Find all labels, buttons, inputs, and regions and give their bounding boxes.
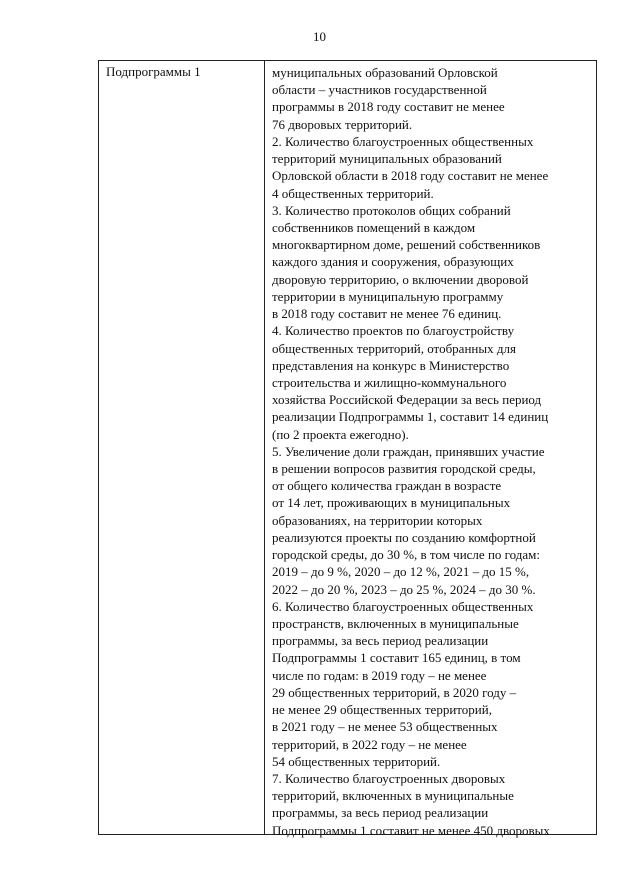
text-line: общественных территорий, отобранных для: [272, 340, 516, 356]
subprogram-table: [98, 60, 597, 838]
text-line: не менее 29 общественных территорий,: [272, 702, 492, 718]
text-line: образованиях, на территории которых: [272, 512, 483, 528]
text-line: 5. Увеличение доли граждан, принявших участие: [272, 443, 545, 459]
text-line: в 2021 году – не менее 53 общественных: [272, 719, 498, 735]
text-line: пространств, включенных в муниципальные: [272, 616, 519, 631]
text-line: 2. Количество благоустроенных общественных: [272, 133, 534, 149]
text-line: строительства и жилищно-коммунального: [272, 374, 507, 390]
text-line: территорий, в 2022 году – не менее: [272, 736, 467, 752]
text-line: собственников помещений в каждом: [272, 219, 476, 235]
text-line: городской среды, до 30 %, в том числе по годам:: [272, 547, 541, 563]
column-divider: [264, 61, 265, 834]
text-line: реализуются проекты по созданию комфортной: [272, 529, 536, 545]
text-line: 76 дворовых территорий.: [272, 116, 413, 132]
text-line: каждого здания и сооружения, образующих: [272, 254, 514, 270]
text-line: программы, за весь период реализации: [272, 805, 489, 821]
text-line: в 2018 году составит не менее 76 единиц.: [272, 306, 502, 322]
text-line: территорий, включенных в муниципальные: [272, 788, 514, 804]
text-line: Подпрограммы 1 составит не менее 450 дворовых: [272, 822, 550, 838]
text-line: 29 общественных территорий, в 2020 году –: [272, 684, 517, 700]
text-line: 6. Количество благоустроенных общественных: [272, 598, 534, 614]
page-number: 10: [313, 29, 326, 44]
text-line: Подпрограммы 1 составит 165 единиц, в том: [272, 650, 521, 666]
text-line: хозяйства Российской Федерации за весь период: [272, 392, 542, 408]
text-line: реализации Подпрограммы 1, составит 14 единиц: [272, 409, 549, 425]
text-line: 2022 – до 20 %, 2023 – до 25 %, 2024 – до 30 %.: [272, 581, 536, 597]
text-line: муниципальных образований Орловской: [272, 65, 498, 80]
text-line: дворовую территорию, о включении дворовой: [272, 271, 529, 287]
text-line: 4. Количество проектов по благоустройству: [272, 323, 515, 339]
table-right-cell: [272, 64, 598, 839]
text-line: программы, за весь период реализации: [272, 633, 489, 649]
text-line: многоквартирном доме, решений собственников: [272, 237, 541, 253]
text-line: области – участников государственной: [272, 82, 487, 98]
text-line: программы в 2018 году составит не менее: [272, 99, 505, 115]
text-line: территории в муниципальную программу: [272, 288, 504, 304]
text-line: 3. Количество протоколов общих собраний: [272, 202, 511, 218]
text-line: в решении вопросов развития городской среды,: [272, 461, 536, 477]
text-line: территорий муниципальных образований: [272, 151, 502, 167]
text-line: 2019 – до 9 %, 2020 – до 12 %, 2021 – до 15 %,: [272, 564, 530, 580]
text-line: от 14 лет, проживающих в муниципальных: [272, 495, 511, 511]
text-line: числе по годам: в 2019 году – не менее: [272, 667, 487, 683]
text-line: 7. Количество благоустроенных дворовых: [272, 770, 506, 786]
text-line: от общего количества граждан в возрасте: [272, 478, 502, 494]
text-line: 54 общественных территорий.: [272, 753, 441, 769]
text-line: Орловской области в 2018 году составит не менее: [272, 168, 549, 184]
text-line: 4 общественных территорий.: [272, 185, 434, 201]
table-left-cell: Подпрограммы 1: [106, 64, 201, 79]
text-line: представления на конкурс в Министерство: [272, 357, 510, 373]
text-line: (по 2 проекта ежегодно).: [272, 426, 409, 442]
